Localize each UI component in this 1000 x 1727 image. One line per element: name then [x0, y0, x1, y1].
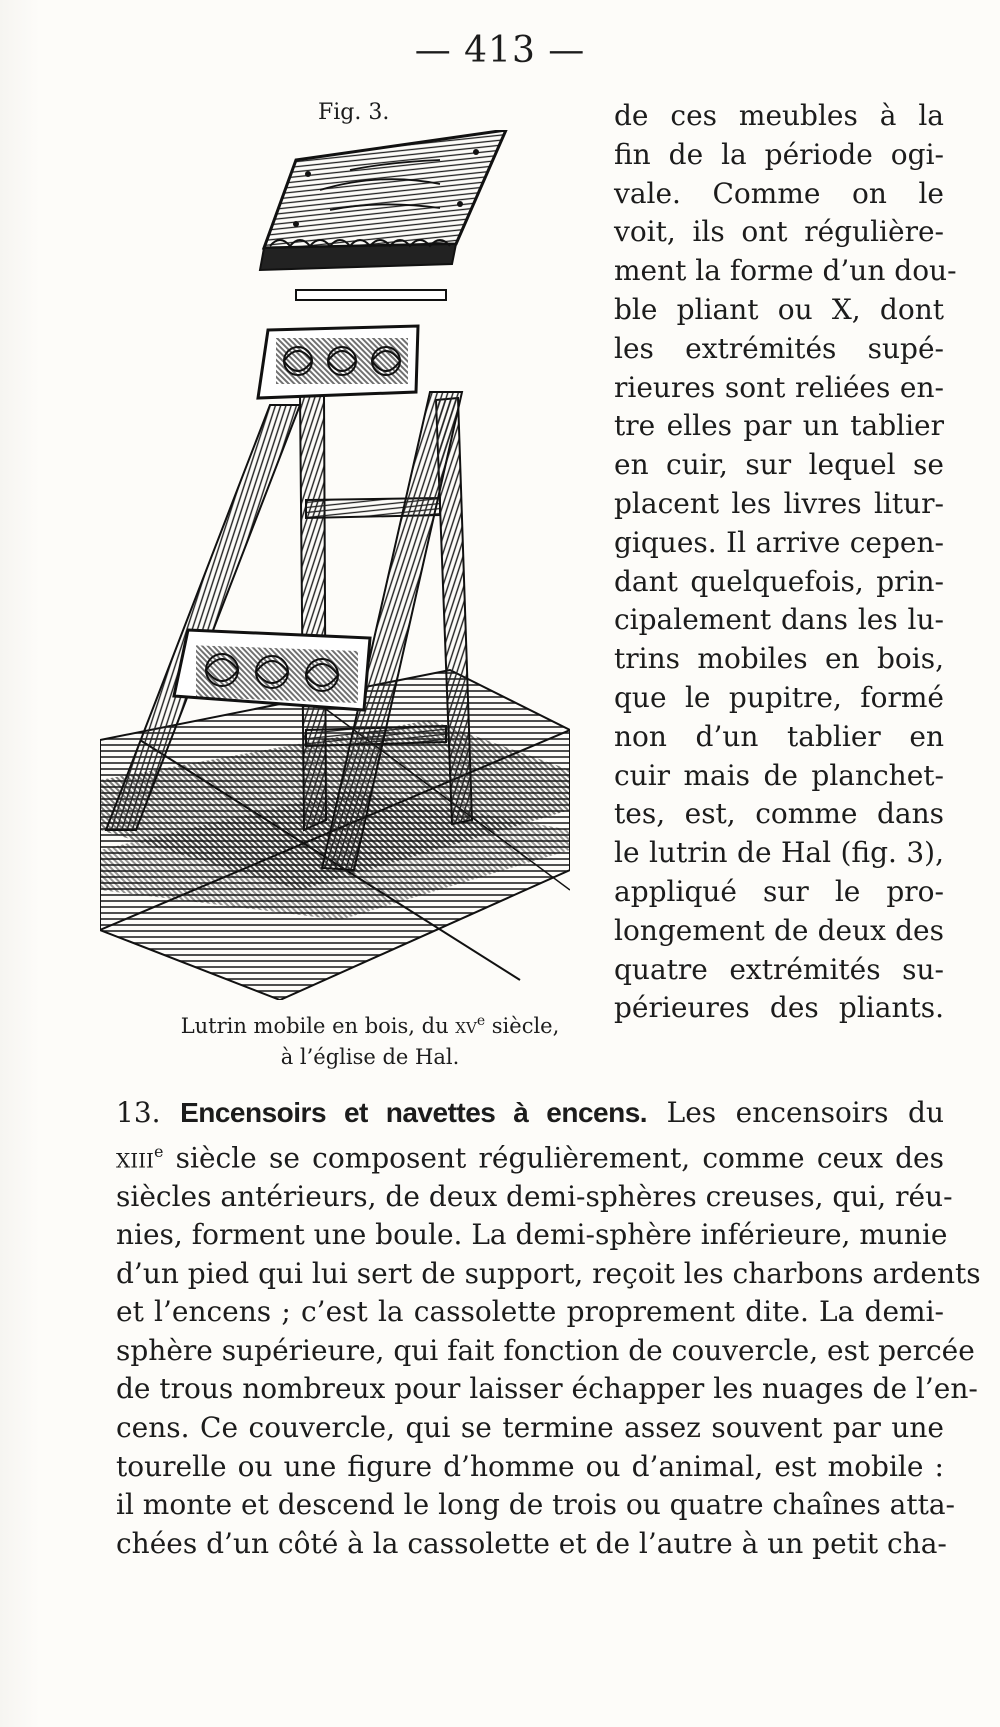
figure-caption — [160, 1006, 580, 1073]
body-line: tourelle ou une figure d’homme ou d’animal, est mobile : — [116, 1449, 944, 1483]
body-line: et l’encens ; c’est la cassolette proprement dite. La demi- — [116, 1295, 944, 1329]
section-century: xiii — [116, 1140, 154, 1174]
side-line: quatre extrémités su- — [614, 952, 944, 986]
caption-century: xv — [455, 1014, 477, 1038]
side-line: non d’un tablier en — [614, 719, 944, 753]
body-line: il monte et descend le long de trois ou quatre chaînes atta- — [116, 1488, 956, 1522]
side-column-text — [614, 97, 957, 1028]
side-line: cuir mais de planchet- — [614, 758, 944, 792]
caption-line-1 — [181, 1014, 560, 1038]
section-first-line — [116, 1094, 944, 1133]
reading-board — [260, 130, 506, 270]
section-number: 13. — [116, 1096, 161, 1129]
body-line: nies, forment une boule. La demi-sphère inférieure, munie — [116, 1218, 948, 1252]
side-line: trins mobiles en bois, — [614, 642, 944, 676]
caption-sup: e — [476, 1013, 486, 1029]
lower-carved-panel — [174, 630, 370, 710]
lectern-engraving — [100, 130, 570, 1000]
section-second-line-text: siècle se composent régulièrement, comme ceux des — [163, 1140, 944, 1174]
side-line: périeures des pliants. — [614, 991, 944, 1025]
side-line: cipalement dans les lu- — [614, 603, 944, 637]
side-line: giques. Il arrive cepen- — [614, 525, 944, 559]
side-line: fin de la période ogi- — [614, 137, 944, 171]
side-line: placent les livres litur- — [614, 486, 944, 520]
body-line: chées d’un côté à la cassolette et de l’autre à un petit cha- — [116, 1526, 947, 1560]
figure-label: Fig. 3. — [318, 100, 390, 125]
section-heading: Encensoirs et navettes à encens. — [180, 1097, 648, 1128]
side-line: dant quelquefois, prin- — [614, 564, 944, 598]
side-line: ble pliant ou X, dont — [614, 292, 944, 326]
side-line: longement de deux des — [614, 913, 944, 947]
section-first-line-text: Les encensoirs du — [666, 1096, 944, 1129]
side-line: appliqué sur le pro- — [614, 874, 944, 908]
section-13 — [116, 1094, 981, 1563]
upper-carved-panel — [258, 326, 418, 398]
side-line: rieures sont reliées en- — [614, 370, 944, 404]
side-line: voit, ils ont régulière- — [614, 215, 944, 249]
side-line: ment la forme d’un dou- — [614, 254, 957, 288]
body-line: sphère supérieure, qui fait fonction de couvercle, est percée — [116, 1333, 975, 1367]
side-line: vale. Comme on le — [614, 176, 944, 210]
body-line: d’un pied qui lui sert de support, reçoit les charbons ardents — [116, 1256, 981, 1290]
page-number: — 413 — — [414, 30, 586, 71]
side-line: que le pupitre, formé — [614, 680, 944, 714]
side-line: tes, est, comme dans — [614, 797, 944, 831]
section-century-sup: e — [153, 1141, 164, 1161]
side-line: en cuir, sur lequel se — [614, 448, 944, 482]
caption-line-2: à l’église de Hal. — [280, 1045, 460, 1069]
side-line: de ces meubles à la — [614, 99, 944, 132]
caption-text-end: siècle, — [485, 1014, 560, 1038]
side-line: le lutrin de Hal (fig. 3), — [614, 836, 944, 870]
side-line: tre elles par un tablier — [614, 409, 944, 443]
body-line: siècles antérieurs, de deux demi-sphères creuses, qui, réu- — [116, 1179, 953, 1213]
caption-text: Lutrin mobile en bois, du — [180, 1014, 456, 1038]
body-line: de trous nombreux pour laisser échapper les nuages de l’en- — [116, 1372, 978, 1406]
body-line: cens. Ce couvercle, qui se termine assez souvent par une — [116, 1411, 944, 1445]
side-line: les extrémités supé- — [614, 331, 944, 365]
section-second-line — [116, 1133, 944, 1178]
